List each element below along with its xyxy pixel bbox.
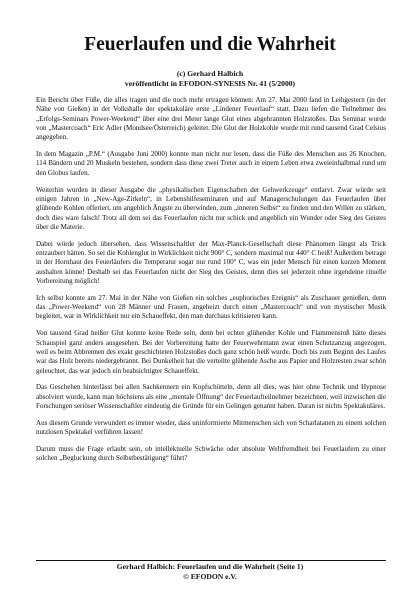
- publication-line: veröffentlicht in EFODON-SYNESIS Nr. 41 (5/2000): [124, 79, 296, 88]
- paragraph: Darum muss die Frage erlaubt sein, ob intellektuelle Schwäche oder absolute Weltfremdheit bei Feuerlaufern zu einer solchen „Begluckung durch Selbstbestätigung“ führt?: [36, 444, 386, 463]
- footer-title: Gerhard Halbich: Feuerlaufen und die Wahrheit (Seite 1): [116, 562, 304, 571]
- paragraph: Ich selbst konnte am 27. Mai in der Nähe von Gießen ein solches „euphorisches Ereignis“ als Zuschauer genießen, denn das „Power-Weekend“ von 28 Männer und Frauen, angeheizt durch einen „Mastercoach“ und von mystischer Musik begleitet, war in Wirklichkeit nur ein Schaueffekt, den man durchaus kritisieren kann.: [36, 293, 386, 321]
- footer-divider: [36, 560, 386, 561]
- paragraph: Dabei würde jedoch übersehen, dass Wissenschaftler der Max-Planck-Gesellschaft diese Phänomen längst als Trick entzaubert hätten. So sei die Kohlenglut in Wirklichkeit nicht 900° C, sondern maximal nur 440° C heiß! Außerdem betrage in der Hornhaut des Feuerläufers die Temperatur sogar nur rund 100° C, was ein jeder Mensch für einen kurzen Moment aushalten könne! Deshalb sei das Feuerlaufen nicht der Sieg des Geistes, denn dies sei jederzeit ohne irgendeine rituelle Vorbereitung möglich!: [36, 239, 386, 286]
- author-line: (c) Gerhard Halbich: [176, 69, 244, 78]
- article-body: [36, 96, 386, 471]
- paragraph: In dem Magazin „P.M.“ (Ausgabe Juni 2000) konnte man nicht nur lesen, dass die Füße des Menschen aus 26 Knochen, 114 Bändern und 20 Muskeln bestehen, sondern dass diese zwei Treter auch in einem Leben etwa zweieinhalbmal rund um den Globus laufen.: [36, 150, 386, 177]
- paragraph: Von tausend Grad heißer Glut konnte keine Rede sein, denn bei echter glühender Kohle und Flammenstoß hätte dieses Schauspiel ganz anders ausgesehen. Bei der Vorbereitung hatte der Feuerwehrmann zwar einen Schutzanzug angezogen, weil es beim Abbrennen des exakt geschichteten Holzstoßes doch ganz schön heiß wurde. Doch bis zum Beginn des Laufes war das Holz bereits niedergebrannt. Bei Dunkelheit hat die verteilte glühende Asche aus Papier und Holzresten zwar schön geleuchtet, das war jedoch ein beabsichtigter Schaueffekt.: [36, 329, 386, 375]
- page-footer: [0, 562, 420, 582]
- paragraph: Ein Bericht über Füße, die alles tragen und die noch mehr ertragen können: Am 27. Mai 2000 fand in Leihgestern (in der Nähe von Gießen) in der Volkshalle der spektakuläre erste „Lindener Feuerlauf“ statt. Dazu liefen die Teilnehmer des „Erfolgs-Seminars Power-Weekend“ über eine drei Meter lange Glut eines abgebrannten Holzstoßes. Das Seminar wurde von „Mastercoach“ Eric Adler (Mondsee/Österreich) geleitet. Die Glut der Holzkohle wurde mit rund tausend Grad Celsius angegeben.: [36, 96, 386, 142]
- paragraph: Das Geschehen hinterlässt bei allen Sachkennern ein Kopfschütteln, denn all dies, was hier ohne Technik und Hypnose absolviert wurde, kann man höchstens als eine „mentale Öffnung“ der Feuerlaufteilnehmer bezeichnen, weil inzwischen die Forschungen seriöser Wissenschaftler eindeutig die Gründe für ein Gelingen genannt haben. Daran ist nichts Spektakuläres.: [36, 383, 386, 410]
- byline: [0, 69, 420, 89]
- paragraph: Weiterhin wurden in dieser Ausgabe die „physikalischen Eigenschaften der Gehwerkzeuge“ entlarvt. Zwar würde seit einigen Jahren in „New-Age-Zirkeln“, in Lebenshilfeseminaren und auf Managerschulungen das Feuerlaufen über glühende Kohlen offeriert, um angeblich Ängste zu überwinden, zum „inneren Selbst“ zu finden und den Willen zu stärken, doch dies ware falsch! Trotz all dem sei das Feuerlaufen nicht nur schick und angeblich ein Wunder oder Sieg des Geistes über die Materie.: [36, 185, 386, 231]
- document-title: Feuerlaufen und die Wahrheit: [84, 34, 336, 55]
- footer-copyright: © EFODON e.V.: [183, 571, 237, 581]
- paragraph: Aus diesem Grunde verwundert es immer wieder, dass uninformierte Mitmenschen sich von Scharlatanen zu einem solchen nutzlosen Spektakel verführen lassen!: [36, 418, 386, 437]
